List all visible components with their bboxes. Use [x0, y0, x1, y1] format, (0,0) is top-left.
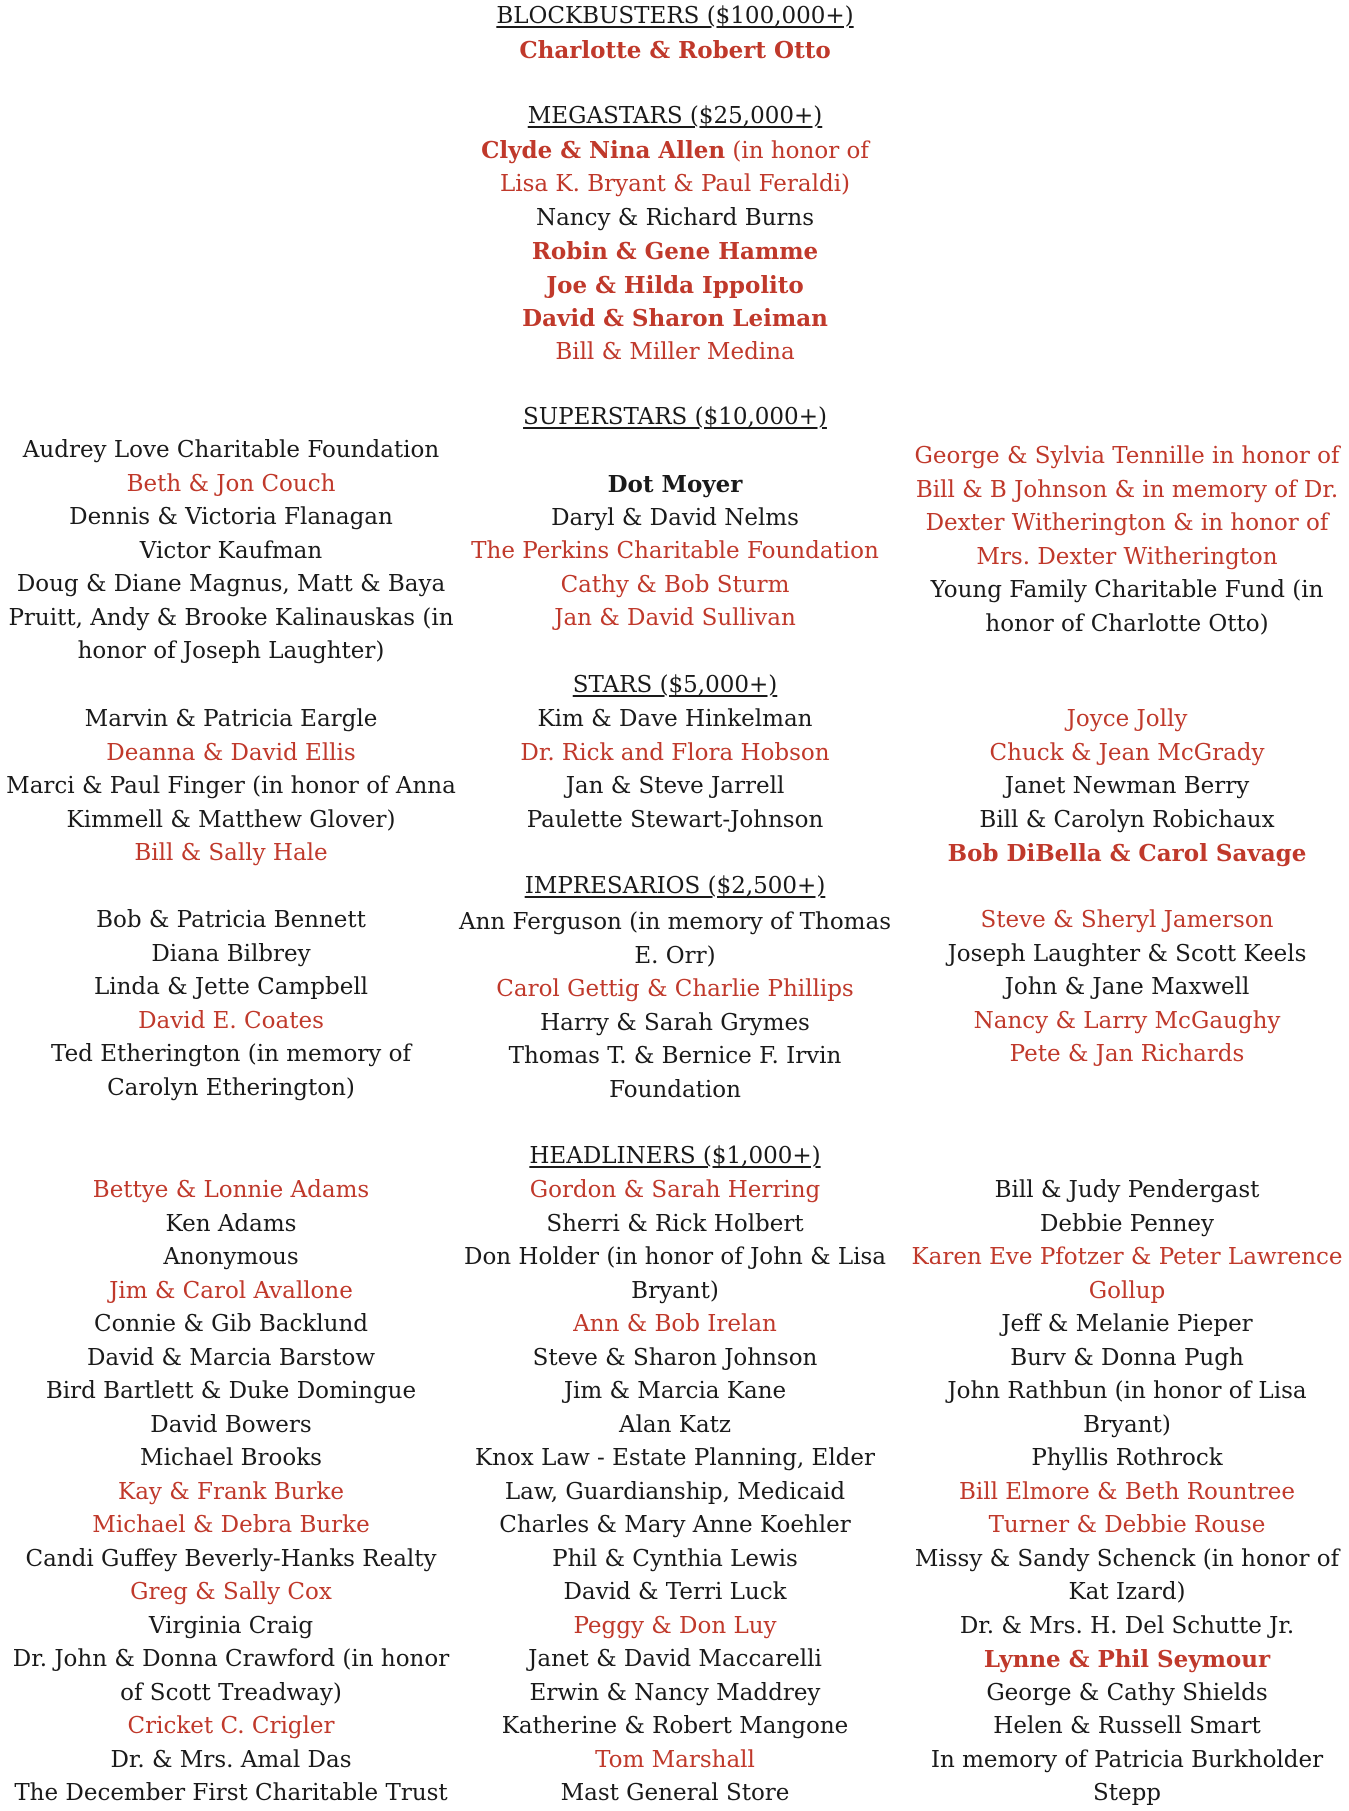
headliners-right — [905, 1174, 1349, 1811]
donor-line: Helen & Russell Smart — [993, 1713, 1261, 1739]
donor-line: John Rathbun (in honor of Lisa — [947, 1378, 1307, 1404]
donor-line: Dr. John & Donna Crawford (in honor — [12, 1646, 450, 1672]
donor-line: Knox Law - Estate Planning, Elder — [474, 1445, 876, 1471]
donor-line: David E. Coates — [138, 1007, 324, 1034]
donor-line: Jeff & Melanie Pieper — [1001, 1311, 1253, 1337]
donor-line: of Scott Treadway) — [120, 1679, 342, 1706]
donor-line: Joseph Laughter & Scott Keels — [947, 940, 1307, 967]
megastars-section — [445, 100, 905, 369]
donor-line: Nancy & Richard Burns — [535, 204, 815, 231]
donor-line: Jan & David Sullivan — [554, 605, 796, 631]
donor-line: Alan Katz — [618, 1411, 732, 1438]
donor-line: David Bowers — [150, 1411, 312, 1438]
donor-line: Dr. & Mrs. Amal Das — [110, 1746, 352, 1773]
donor-line: Burv & Donna Pugh — [1010, 1344, 1244, 1371]
donor-line: Erwin & Nancy Maddrey — [529, 1679, 821, 1706]
donor-line: Phil & Cynthia Lewis — [552, 1545, 798, 1572]
donor-line: Deanna & David Ellis — [106, 739, 356, 766]
donor-line: Mast General Store — [560, 1780, 790, 1806]
donor-line: Victor Kaufman — [139, 537, 323, 564]
donor-line: Carolyn Etherington) — [107, 1074, 355, 1101]
donor-line: Doug & Diane Magnus, Matt & Baya — [16, 571, 446, 597]
donor-line: Connie & Gib Backlund — [93, 1311, 369, 1337]
donor-line: Stepp — [1092, 1780, 1162, 1806]
donor-line: Peggy & Don Luy — [573, 1612, 777, 1639]
impresarios-left — [0, 904, 462, 1105]
donor-line: Mrs. Dexter Witherington — [976, 543, 1278, 570]
donor-line: Debbie Penney — [1039, 1210, 1215, 1237]
donor-line: Bob DiBella & Carol Savage — [947, 840, 1307, 867]
donor-line: Janet & David Maccarelli — [528, 1646, 822, 1672]
donor-line: Paulette Stewart-Johnson — [526, 806, 824, 833]
donor-line: Pruitt, Andy & Brooke Kalinauskas (in — [8, 604, 454, 631]
donor-line-part: Clyde & Nina Allen — [481, 136, 726, 164]
donor-line: In memory of Patricia Burkholder — [930, 1746, 1324, 1773]
donor-line: Ken Adams — [165, 1210, 297, 1237]
donor-line: Linda & Jette Campbell — [93, 974, 369, 1000]
donor-line: Anonymous — [163, 1244, 299, 1270]
superstars-mid — [445, 468, 905, 636]
superstars-left — [0, 434, 462, 669]
donor-line: Phyllis Rothrock — [1031, 1445, 1223, 1471]
donor-line: Jim & Marcia Kane — [563, 1378, 787, 1404]
donor-line: E. Orr) — [634, 942, 716, 969]
donor-line: Dennis & Victoria Flanagan — [69, 504, 393, 530]
donor-line: Bill & Sally Hale — [134, 840, 328, 866]
donor-line: Robin & Gene Hamme — [531, 238, 819, 265]
donor-line: Virginia Craig — [148, 1612, 314, 1639]
donor-line: Dexter Witherington & in honor of — [925, 510, 1329, 536]
donor-line: Bill Elmore & Beth Rountree — [959, 1478, 1295, 1505]
donor-line: Chuck & Jean McGrady — [989, 739, 1265, 766]
donor-line-part: (in honor of — [725, 137, 869, 164]
donor-line: Kimmell & Matthew Glover) — [66, 806, 396, 833]
impresarios-right — [905, 904, 1349, 1072]
headliners-heading — [445, 1140, 905, 1174]
donor-line: Bryant) — [1083, 1411, 1171, 1438]
section-heading: IMPRESARIOS ($2,500+) — [524, 873, 826, 899]
donor-line — [445, 134, 905, 169]
impresarios-mid — [445, 906, 905, 1107]
section-heading: MEGASTARS ($25,000+) — [527, 103, 823, 129]
donor-line: Dr. & Mrs. H. Del Schutte Jr. — [959, 1612, 1295, 1639]
stars-left — [0, 703, 462, 871]
donor-line: George & Cathy Shields — [986, 1679, 1268, 1706]
donor-line: honor of Joseph Laughter) — [77, 638, 385, 664]
donor-line: David & Marcia Barstow — [86, 1344, 376, 1371]
donor-line: Missy & Sandy Schenck (in honor of — [914, 1545, 1340, 1572]
stars-right — [905, 703, 1349, 871]
donor-line: Ann Ferguson (in memory of Thomas — [459, 909, 891, 935]
donor-line: The Perkins Charitable Foundation — [471, 538, 879, 564]
donor-line: Lynne & Phil Seymour — [983, 1646, 1271, 1673]
donor-line: Turner & Debbie Rouse — [988, 1512, 1266, 1538]
donor-line: Bryant) — [631, 1277, 719, 1304]
stars-heading — [445, 669, 905, 703]
donor-line: Karen Eve Pfotzer & Peter Lawrence — [911, 1244, 1343, 1270]
section-heading: BLOCKBUSTERS ($100,000+) — [496, 3, 854, 29]
donor-line: Bill & Judy Pendergast — [994, 1177, 1260, 1203]
donor-line: Steve & Sharon Johnson — [532, 1344, 818, 1371]
donor-line: Dot Moyer — [607, 471, 743, 498]
donor-line: Foundation — [609, 1076, 741, 1103]
donor-line: Beth & Jon Couch — [126, 470, 336, 497]
donor-line: Michael & Debra Burke — [92, 1512, 370, 1538]
donor-line: Charles & Mary Anne Koehler — [499, 1512, 851, 1538]
donor-line: Bill & B Johnson & in memory of Dr. — [915, 476, 1339, 503]
donor-line: Kim & Dave Hinkelman — [537, 706, 813, 732]
donor-line: David & Sharon Leiman — [522, 305, 828, 332]
donor-line: Ted Etherington (in memory of — [51, 1041, 411, 1067]
donor-line: Dr. Rick and Flora Hobson — [520, 739, 830, 766]
donor-line: Kay & Frank Burke — [118, 1478, 344, 1505]
donor-line: Kat Izard) — [1068, 1579, 1186, 1605]
donor-line: Bird Bartlett & Duke Domingue — [45, 1378, 417, 1404]
donor-line: Bill & Miller Medina — [555, 338, 795, 365]
headliners-left — [0, 1174, 462, 1811]
donor-line: Bill & Carolyn Robichaux — [979, 806, 1275, 833]
donor-line: John & Jane Maxwell — [1004, 974, 1250, 1000]
section-heading: SUPERSTARS ($10,000+) — [523, 404, 827, 430]
donor-line: Diana Bilbrey — [151, 940, 311, 967]
donor-line: Bob & Patricia Bennett — [96, 907, 366, 933]
section-heading: STARS ($5,000+) — [572, 672, 778, 698]
donor-line: Jim & Carol Avallone — [109, 1277, 353, 1304]
impresarios-heading — [445, 870, 905, 904]
donor-line: Law, Guardianship, Medicaid — [504, 1478, 846, 1505]
donor-line: Pete & Jan Richards — [1009, 1041, 1245, 1067]
donor-line: Cathy & Bob Sturm — [560, 571, 790, 598]
donor-line: Joyce Jolly — [1066, 706, 1188, 732]
donor-line: George & Sylvia Tennille in honor of — [914, 443, 1340, 469]
donor-line: Candi Guffey Beverly-Hanks Realty — [25, 1545, 437, 1572]
donor-line: Greg & Sally Cox — [130, 1579, 332, 1605]
donor-line: Michael Brooks — [140, 1445, 322, 1471]
donor-line: Don Holder (in honor of John & Lisa — [464, 1244, 886, 1270]
donor-line: Bettye & Lonnie Adams — [92, 1177, 370, 1203]
donor-line: Lisa K. Bryant & Paul Feraldi) — [499, 171, 851, 197]
donor-line: Marvin & Patricia Eargle — [84, 706, 378, 732]
donor-line: Audrey Love Charitable Foundation — [22, 437, 440, 463]
donor-line: David & Terri Luck — [563, 1579, 787, 1605]
donor-line: Katherine & Robert Mangone — [501, 1713, 849, 1739]
donor-line: Joe & Hilda Ippolito — [546, 271, 804, 299]
donor-line: Charlotte & Robert Otto — [519, 36, 831, 64]
donor-line: Ann & Bob Irelan — [573, 1311, 777, 1337]
donor-line: Tom Marshall — [595, 1746, 755, 1773]
superstars-right — [905, 440, 1349, 641]
donor-line: Gollup — [1088, 1277, 1166, 1304]
donor-line: Gordon & Sarah Herring — [529, 1177, 821, 1203]
donor-line: The December First Charitable Trust — [14, 1780, 448, 1806]
section-heading: HEADLINERS ($1,000+) — [529, 1143, 821, 1169]
donor-line: Cricket C. Crigler — [127, 1713, 335, 1739]
donor-line: Daryl & David Nelms — [551, 504, 799, 531]
donor-line: Jan & Steve Jarrell — [565, 773, 785, 799]
donor-line: Janet Newman Berry — [1004, 773, 1250, 799]
donor-line: Carol Gettig & Charlie Phillips — [496, 976, 854, 1002]
superstars-heading — [445, 401, 905, 435]
donor-line: Thomas T. & Bernice F. Irvin — [508, 1043, 842, 1069]
donor-line: Nancy & Larry McGaughy — [973, 1007, 1281, 1034]
blockbusters-section — [445, 0, 905, 67]
stars-mid — [445, 703, 905, 837]
headliners-mid — [445, 1174, 905, 1811]
donor-line: Steve & Sheryl Jamerson — [980, 907, 1274, 933]
donor-line: Harry & Sarah Grymes — [540, 1009, 810, 1036]
donor-line: Marci & Paul Finger (in honor of Anna — [6, 773, 456, 799]
donor-line: Young Family Charitable Fund (in — [930, 577, 1324, 603]
donor-line: honor of Charlotte Otto) — [985, 610, 1269, 637]
donor-line: Sherri & Rick Holbert — [546, 1210, 804, 1237]
